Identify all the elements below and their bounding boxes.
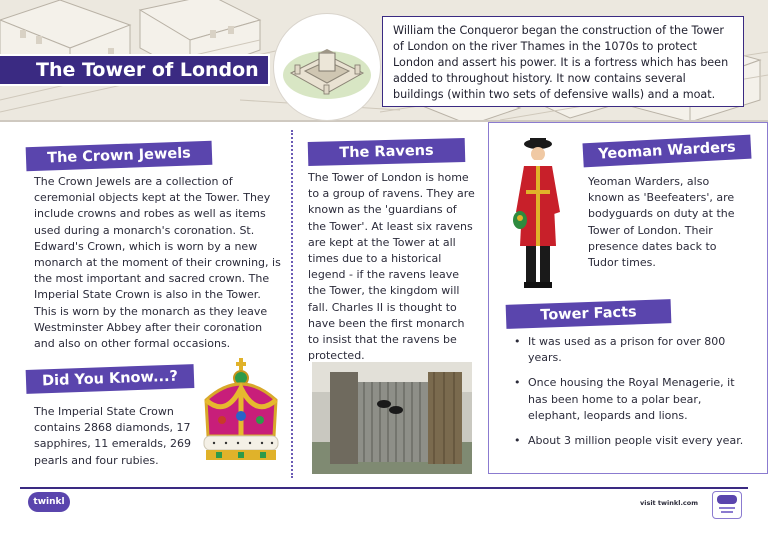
yeoman-heading: Yeoman Warders <box>582 135 751 168</box>
tower-facts-list <box>512 334 752 458</box>
quality-badge-icon <box>712 491 742 519</box>
intro-text: William the Conqueror began the construction of the Tower of London on the river Thames in the 1070s to protect London and assert his power. It is a fortress which has been added to throughout history. It now contains several buildings (within two sets of defensive walls) and a moat. <box>393 24 729 101</box>
visit-link[interactable]: visit twinkl.com <box>640 499 699 507</box>
did-you-know-text: The Imperial State Crown contains 2868 diamonds, 17 sapphires, 11 emeralds, 269 pearls and four rubies. <box>34 405 192 467</box>
tower-facts-heading: Tower Facts <box>506 299 672 329</box>
ravens-heading: The Ravens <box>308 138 466 166</box>
beefeater-illustration-icon <box>512 136 564 290</box>
title-banner <box>0 54 270 86</box>
crown-jewels-heading: The Crown Jewels <box>26 141 213 171</box>
crown-jewels-text: The Crown Jewels are a collection of ceremonial objects kept at the Tower. They include crowns and robes as well as items used during a monarch's coronation. St. Edward's Crown, which is worn by a new monarch at the moment of their crowning, is the most important and sacred crown. The Imperial State Crown is also in the Tower. This is worn by the monarch as they leave Westminster Abbey after their coronation and also on other formal occasions. <box>34 175 281 351</box>
raven-photo <box>312 362 472 474</box>
list-item: • Once housing the Royal Menagerie, it has been home to a polar bear, elephant, leopards and lions. <box>512 375 752 424</box>
ravens-text: The Tower of London is home to a group of ravens. They are known as the 'guardians of the Tower'. At least six ravens are kept at the Tower at all times due to a historical legend - if the ravens leave the Tower, the kingdom will fall. Charles II is thought to have been the first monarch to insist that the ravens be protected. <box>308 171 475 363</box>
list-item: • About 3 million people visit every year. <box>512 433 752 449</box>
list-item: • It was used as a prison for over 800 years. <box>512 334 752 366</box>
twinkl-logo[interactable]: twinkl <box>28 492 70 512</box>
page-title: The Tower of London <box>36 59 259 81</box>
crown-illustration-icon <box>196 358 286 472</box>
tower-illustration-icon <box>274 14 380 120</box>
intro-box <box>382 16 744 107</box>
column-divider <box>291 130 293 478</box>
footer-divider <box>20 487 748 489</box>
did-you-know-heading: Did You Know...? <box>26 364 195 394</box>
yeoman-text: Yeoman Warders, also known as 'Beefeaters', are bodyguards on duty at the Tower of London. Their presence dates back to Tudor times. <box>588 175 735 270</box>
